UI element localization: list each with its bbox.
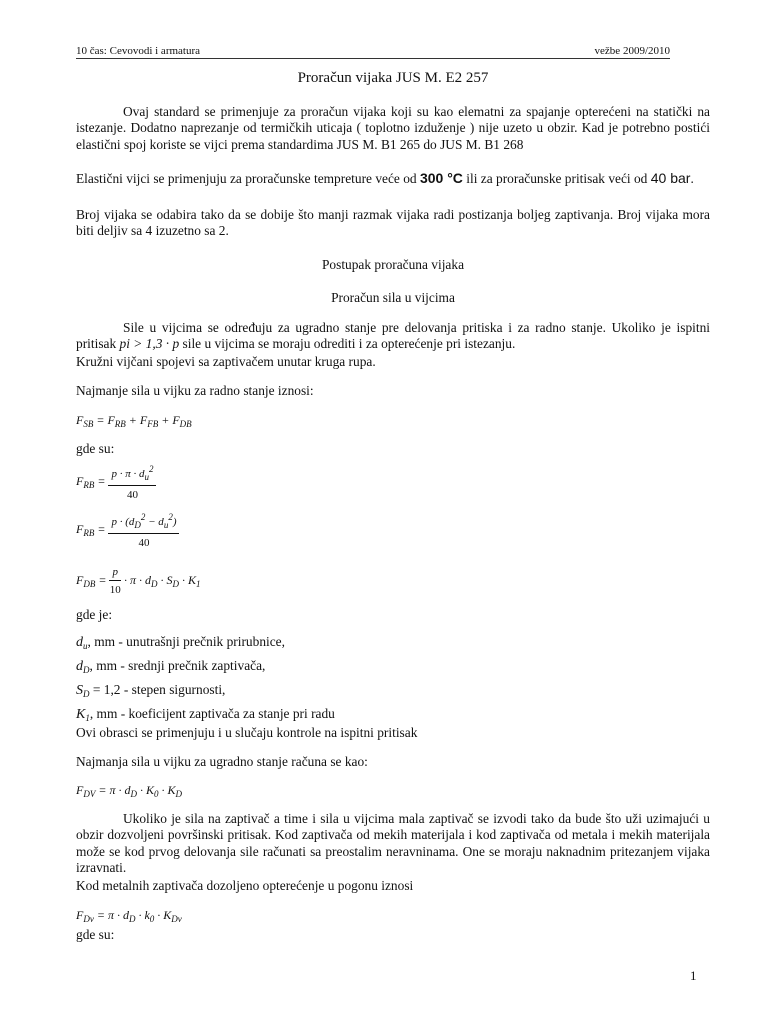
temperature-value: 300 °C xyxy=(419,170,463,186)
definition-du: $d_u$, mm - unutrašnji prečnik prirubnice, xyxy=(76,634,285,651)
circular-joints-text: Kružni vijčani spojevi sa zaptivačem unutar kruga rupa. xyxy=(76,354,376,369)
where-label-1: gde su: xyxy=(76,441,115,456)
equation-frb-1: $F_{RB}$ = $\frac{p \cdot \pi \cdot d_u^2}{40}$ xyxy=(76,462,156,502)
section-title: Postupak proračuna vijaka xyxy=(321,257,465,272)
subsection-title: Proračun sila u vijcima xyxy=(331,290,455,305)
equation-fdv: $F_{DV} = \pi \cdot d_D \cdot K_0 \cdot K_D$ xyxy=(76,783,182,799)
gasket-paragraph: Ukoliko je sila na zaptivač a time i sila u vijcima mala zaptivač se izvodi tako da bude što uži uzimajući u obzir dozvoljeni površinski pritisak. Kod zaptivača od mekih materijala i kod zaptivača od metala i mekih materijala može se kod prvog delovanja sile računati sa preostalim neravninama. One se moraju naknadnim pritezanjem vijaka izravnati. xyxy=(76,811,710,876)
where-label-3: gde su: xyxy=(76,927,115,942)
elastic-bolts-paragraph: Elastični vijci se primenjuju za proračunske tempreture veće od 300 °C ili za proračunske pritisak veći od 40 bar. xyxy=(76,170,694,186)
metal-gasket-text: Kod metalnih zaptivača dozoljeno opterećenje u pogonu iznosi xyxy=(76,878,414,893)
page-header xyxy=(76,44,670,59)
where-label-2: gde je: xyxy=(76,607,113,622)
test-pressure-condition: pi > 1,3 · p xyxy=(119,336,180,352)
document-title: Proračun vijaka JUS M. E2 257 xyxy=(297,70,489,86)
equation-fdb: $F_{DB}$ = $\frac{p}{10}$ · $\pi \cdot d_D \cdot S_D \cdot K_1$ xyxy=(76,566,201,596)
installation-force-text: Najmanja sila u vijku za ugradno stanje računa se kao: xyxy=(76,754,368,769)
header-right: vežbe 2009/2010 xyxy=(594,45,670,57)
equation-fsb: $F_{SB} = F_{RB} + F_{FB} + F_{DB}$ xyxy=(76,413,192,429)
intro-paragraph: Ovaj standard se primenjuje za proračun vijaka koji su kao elematni za spajanje opterećeni na statički na istezanje. Dodatno naprezanje od termičkih uticaja ( toplotno izduženje ) nije uzeto u obzir. Kad je potrebno postići elastični spoj koriste se vijci prema standardima JUS M. B1 265 do JUS M. B1 268 xyxy=(76,104,710,152)
equation-frb-2: $F_{RB}$ = $\frac{p \cdot (d_D^2 - d_u^2)}{40}$ xyxy=(76,510,179,550)
pressure-value: 40 bar xyxy=(650,170,691,186)
bolt-count-paragraph: Broj vijaka se odabira tako da se dobije što manji razmak vijaka radi postizanja boljeg zaptivanja. Broj vijaka mora biti deljiv sa 4 izuzetno sa 2. xyxy=(76,207,710,239)
definitions-list xyxy=(76,632,710,728)
working-force-text: Najmanje sila u vijku za radno stanje iznosi: xyxy=(76,383,314,398)
page-number: 1 xyxy=(690,968,697,983)
forces-paragraph: Sile u vijcima se određuju za ugradno stanje pre delovanja pritiska i za radno stanje. Ukoliko je ispitni pritisak pi > 1,3 · p sile u vijcima se moraju odrediti i za opterećenje pri istezanju. xyxy=(76,320,710,352)
header-left: 10 čas: Cevovodi i armatura xyxy=(76,45,201,57)
definition-sd: $S_D = 1,2$ - stepen sigurnosti, xyxy=(76,682,226,699)
definition-k1: $K_1$, mm - koeficijent zaptivača za stanje pri radu xyxy=(76,706,335,723)
definition-dd: $d_D$, mm - srednji prečnik zaptivača, xyxy=(76,658,266,675)
equation-fdv-metal: $F_{Dv} = \pi \cdot d_D \cdot k_0 \cdot K_{Dv}$ xyxy=(76,908,182,924)
test-pressure-note: Ovi obrasci se primenjuju i u slučaju kontrole na ispitni pritisak xyxy=(76,725,418,740)
